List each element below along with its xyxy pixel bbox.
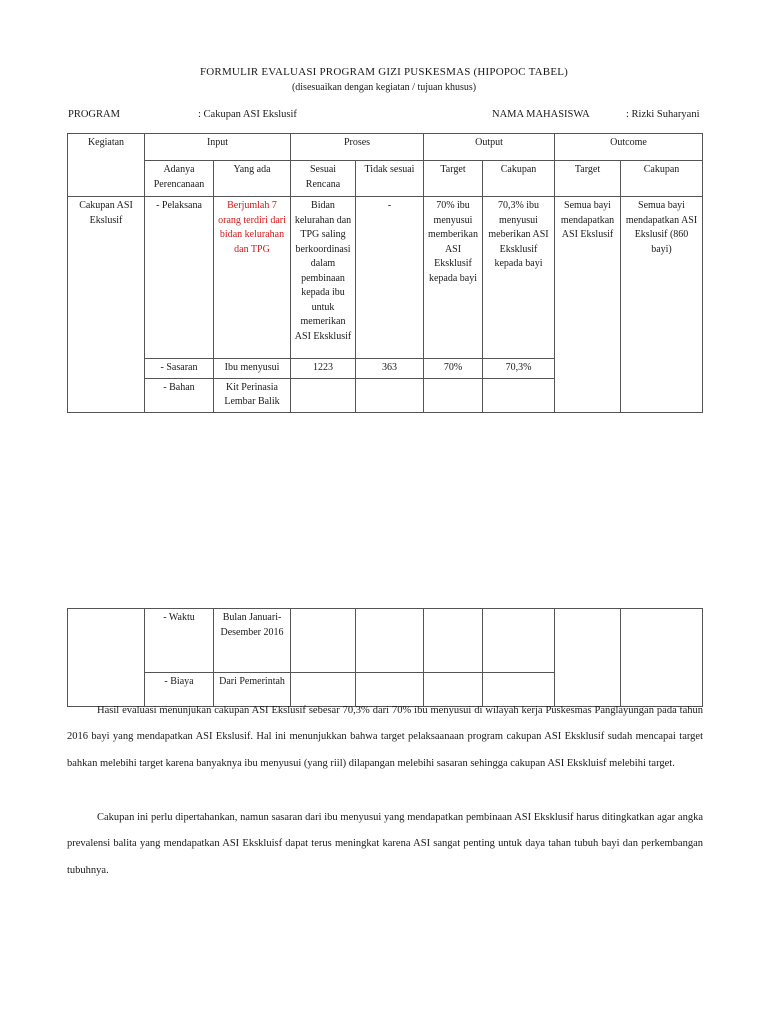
row-waktu-label: - Waktu [145, 609, 214, 673]
row-pelaksana-yang-ada: Berjumlah 7 orang terdiri dari bidan kelurahan dan TPG [214, 197, 291, 359]
row-sasaran-tidak-sesuai: 363 [356, 359, 424, 379]
row-pelaksana-cakupan: 70,3% ibu menyusui meberikan ASI Eksklusif kepada bayi [483, 197, 555, 359]
header-outcome-cakupan: Cakupan [621, 161, 703, 197]
outcome-cakupan-cell: Semua bayi mendapatkan ASI Ekslusif (860 bayi) [621, 197, 703, 413]
row-waktu-yang-ada: Bulan Januari-Desember 2016 [214, 609, 291, 673]
header-output-cakupan: Cakupan [483, 161, 555, 197]
outcome-target-cell: Semua bayi mendapatkan ASI Ekslusif [555, 197, 621, 413]
paragraph-1-text: Hasil evaluasi menunjukan cakupan ASI Ekslusif sebesar 70,3% dari 70% ibu menyusui di wilayah kerja Puskesmas Panglayungan pada tahun 2016 bayi yang mendapatkan ASI Ekslusif. Hal ini menunjukkan bahwa target pelaksaanaan program cakupan ASI Eksklusif sudah mencapai target bahkan melebihi target karena banyaknya ibu menyusui (yang riil) dilapangan melebihi sasaran sehingga cakupan ASI Ekskluisf melebihi target. [67, 705, 703, 769]
row-pelaksana-sesuai: Bidan kelurahan dan TPG saling berkoordinasi dalam pembinaan kepada ibu untuk memerikan ASI Eksklusif [291, 197, 356, 359]
hipopoc-table-continued [67, 608, 703, 707]
kegiatan-cell: Cakupan ASI Ekslusif [68, 197, 145, 413]
paragraph-2-text: Cakupan ini perlu dipertahankan, namun sasaran dari ibu menyusui yang mendapatkan pembinaan ASI Eksklusif harus ditingkatkan agar angka prevalensi balita yang mendapatkan ASI Ekskluisf dapat terus meningkat karena ASI sangat penting untuk daya tahan tubuh bayi dan perkembangan tubuhnya. [67, 812, 703, 876]
header-proses: Proses [291, 134, 424, 161]
header-outcome: Outcome [555, 134, 703, 161]
kegiatan-cell-continued [68, 609, 145, 707]
row-bahan-yang-ada: Kit Perinasia Lembar Balik [214, 378, 291, 412]
row-sasaran-target: 70% [424, 359, 483, 379]
student-label: NAMA MAHASISWA [492, 109, 590, 120]
row-biaya-label: - Biaya [145, 673, 214, 707]
row-pelaksana-label: - Pelaksana [145, 197, 214, 359]
header-kegiatan: Kegiatan [68, 134, 145, 197]
row-bahan-cakupan [483, 378, 555, 412]
evaluation-paragraph-1 [67, 698, 703, 777]
row-bahan-tidak-sesuai [356, 378, 424, 412]
row-sasaran-cakupan: 70,3% [483, 359, 555, 379]
row-sasaran-sesuai: 1223 [291, 359, 356, 379]
row-waktu-target [424, 609, 483, 673]
header-outcome-target: Target [555, 161, 621, 197]
hipopoc-table [67, 133, 703, 413]
header-output-target: Target [424, 161, 483, 197]
header-yang-ada: Yang ada [214, 161, 291, 197]
row-waktu-tidak-sesuai [356, 609, 424, 673]
row-sasaran-label: - Sasaran [145, 359, 214, 379]
row-bahan-sesuai [291, 378, 356, 412]
outcome-target-continued [555, 609, 621, 707]
outcome-cakupan-continued [621, 609, 703, 707]
row-pelaksana-target: 70% ibu menyusui memberikan ASI Eksklusif kepada bayi [424, 197, 483, 359]
program-value: : Cakupan ASI Ekslusif [198, 109, 297, 120]
form-subtitle: (disesuaikan dengan kegiatan / tujuan khusus) [291, 82, 477, 93]
row-waktu-cakupan [483, 609, 555, 673]
header-adanya-perencanaan: Adanya Perencanaan [145, 161, 214, 197]
row-sasaran-yang-ada: Ibu menyusui [214, 359, 291, 379]
row-bahan-target [424, 378, 483, 412]
header-sesuai-rencana: Sesuai Rencana [291, 161, 356, 197]
header-tidak-sesuai: Tidak sesuai [356, 161, 424, 197]
row-bahan-label: - Bahan [145, 378, 214, 412]
header-input: Input [145, 134, 291, 161]
row-waktu-sesuai [291, 609, 356, 673]
evaluation-paragraph-2 [67, 805, 703, 884]
row-pelaksana-tidak-sesuai: - [356, 197, 424, 359]
student-value: : Rizki Suharyani [626, 109, 700, 120]
program-label: PROGRAM [68, 109, 120, 120]
row-biaya-yang-ada: Dari Pemerintah [214, 673, 291, 707]
form-title: FORMULIR EVALUASI PROGRAM GIZI PUSKESMAS (HIPOPOC TABEL) [199, 66, 569, 78]
header-output: Output [424, 134, 555, 161]
